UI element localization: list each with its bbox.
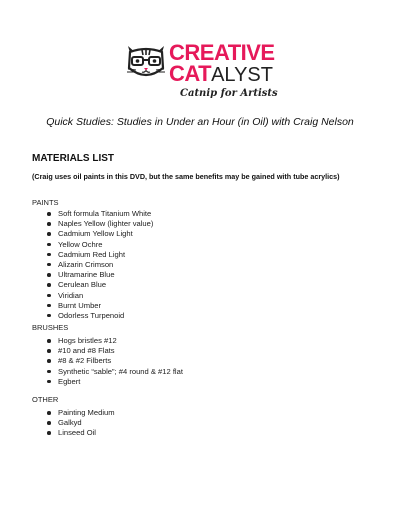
paints-label: PAINTS [32, 198, 59, 207]
list-item: Egbert [47, 377, 183, 387]
list-item: Cadmium Yellow Light [47, 229, 153, 239]
list-item: Linseed Oil [47, 428, 115, 438]
logo-tagline: Catnip for Artists [180, 88, 278, 99]
list-item: #10 and #8 Flats [47, 346, 183, 356]
creative-catalyst-logo [124, 40, 284, 108]
list-item: Burnt Umber [47, 301, 153, 311]
list-item: Hogs bristles #12 [47, 336, 183, 346]
list-item: Galkyd [47, 418, 115, 428]
list-item: Viridian [47, 291, 153, 301]
materials-heading: MATERIALS LIST [32, 153, 115, 164]
brushes-list [47, 336, 183, 387]
list-item: #8 & #2 Filberts [47, 356, 183, 366]
list-item: Soft formula Titanium White [47, 209, 153, 219]
list-item: Ultramarine Blue [47, 270, 153, 280]
document-title: Quick Studies: Studies in Under an Hour (in Oil) with Craig Nelson [46, 116, 354, 128]
cat-with-glasses-icon [124, 42, 168, 82]
other-list [47, 408, 115, 439]
other-label: OTHER [32, 395, 59, 404]
paints-list [47, 209, 153, 321]
materials-note: (Craig uses oil paints in this DVD, but the same benefits may be gained with tube acrylics) [32, 172, 340, 181]
list-item: Yellow Ochre [47, 240, 153, 250]
list-item: Synthetic “sable”; #4 round & #12 flat [47, 367, 183, 377]
list-item: Cadmium Red Light [47, 250, 153, 260]
list-item: Painting Medium [47, 408, 115, 418]
logo-line-2-light: ALYST [211, 64, 273, 86]
list-item: Naples Yellow (lighter value) [47, 219, 153, 229]
list-item: Alizarin Crimson [47, 260, 153, 270]
logo-line-1: CREATIVE [169, 40, 275, 65]
logo-line-2-bold: CAT [169, 61, 212, 86]
list-item: Odorless Turpenoid [47, 311, 153, 321]
brushes-label: BRUSHES [32, 323, 69, 332]
list-item: Cerulean Blue [47, 280, 153, 290]
logo-line-2 [169, 63, 273, 88]
